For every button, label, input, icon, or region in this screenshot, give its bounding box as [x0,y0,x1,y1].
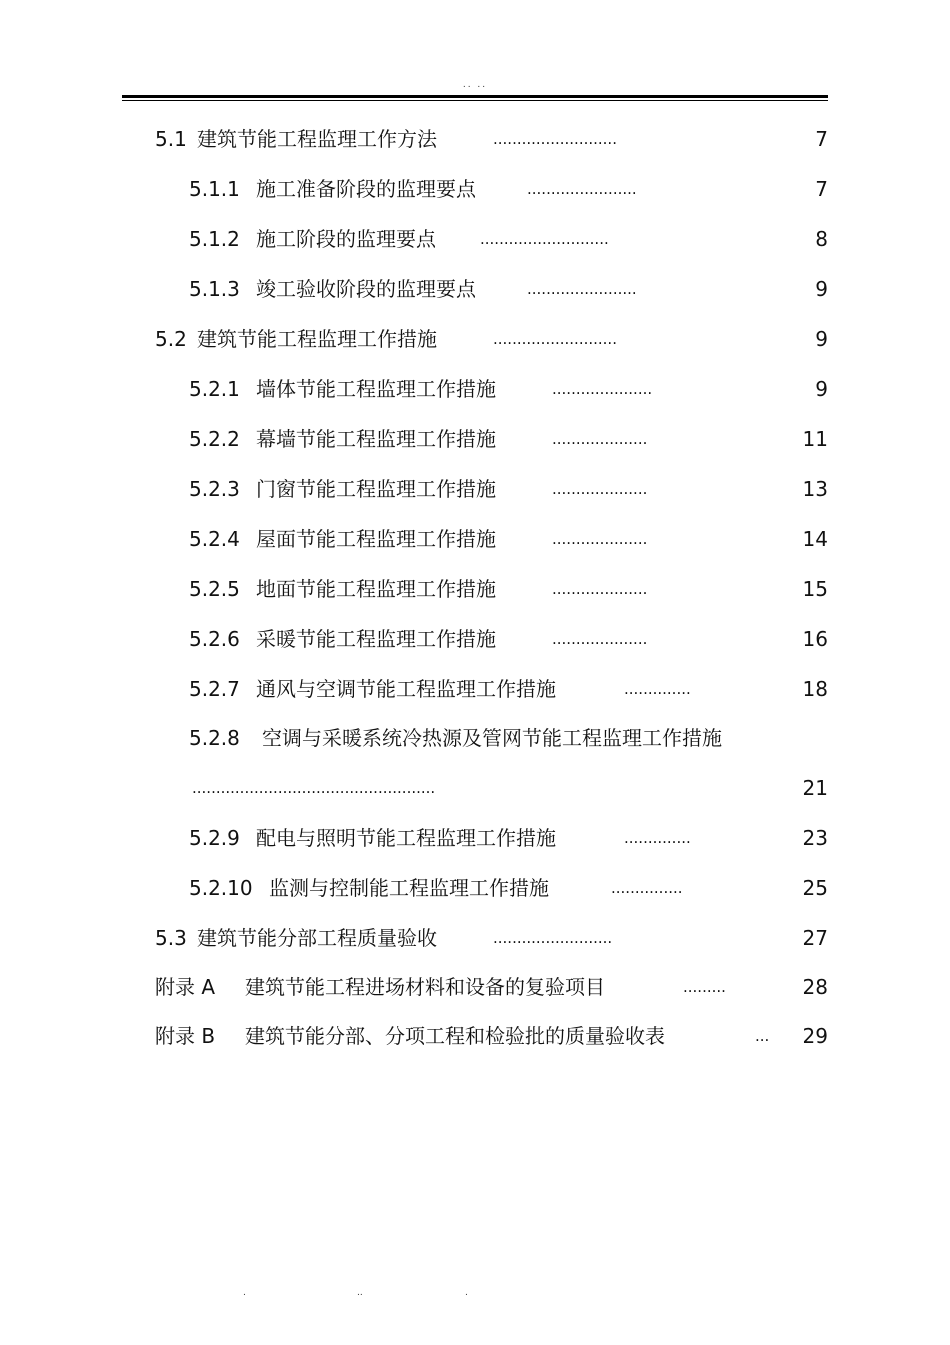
toc-page-number: 8 [815,227,828,251]
toc-page-number: 18 [802,677,828,701]
toc-entry-5-2-4[interactable] [0,524,950,554]
toc-page-number: 23 [802,826,828,850]
toc-entry-5-1-3[interactable] [0,274,950,304]
toc-entry-5-2-2[interactable] [0,424,950,454]
toc-leader-dots: ....................... [527,280,637,298]
toc-title: 配电与照明节能工程监理工作措施 [256,826,556,850]
toc-entry-5-1-1[interactable] [0,174,950,204]
toc-title: 建筑节能分部、分项工程和检验批的质量验收表 [245,1024,665,1048]
toc-leader-dots: ..................... [552,380,653,398]
toc-entry-5-2-7[interactable] [0,674,950,704]
toc-number: 5.2.1 [189,377,240,401]
toc-page-number: 28 [802,975,828,999]
toc-title: 门窗节能工程监理工作措施 [256,477,496,501]
toc-page-number: 21 [802,776,828,800]
toc-page-number: 15 [802,577,828,601]
toc-leader-dots: .............. [624,829,691,847]
toc-entry-5-2-9[interactable] [0,823,950,853]
toc-title: 施工阶段的监理要点 [256,227,436,251]
toc-entry-5-2-10[interactable] [0,873,950,903]
toc-number: 5.2.3 [189,477,240,501]
toc-leader-dots: .............. [624,680,691,698]
toc-title: 建筑节能工程监理工作措施 [197,327,437,351]
toc-page-number: 9 [815,277,828,301]
toc-leader-dots: ................................................... [192,779,436,797]
toc-leader-dots: .......................... [493,130,617,148]
toc-title: 墙体节能工程监理工作措施 [256,377,496,401]
toc-number: 5.3 [155,926,187,950]
toc-entry-5-1-2[interactable] [0,224,950,254]
toc-number: 附录 A [155,975,216,999]
toc-title: 采暖节能工程监理工作措施 [256,627,496,651]
toc-number: 5.2.5 [189,577,240,601]
header-rule-thin [122,100,828,101]
toc-number: 5.2.9 [189,826,240,850]
toc-number: 5.1 [155,127,187,151]
toc-number: 5.2.8 [189,726,240,750]
footer-mark: . [243,1288,246,1298]
toc-number: 5.2 [155,327,187,351]
header-marks: .. .. [462,80,488,90]
toc-number: 5.1.1 [189,177,240,201]
toc-number: 5.1.3 [189,277,240,301]
toc-entry-5-2-1[interactable] [0,374,950,404]
toc-leader-dots: ............... [611,879,683,897]
toc-number: 5.2.4 [189,527,240,551]
toc-leader-dots: ........................... [480,230,609,248]
toc-page-number: 7 [815,127,828,151]
toc-title: 空调与采暖系统冷热源及管网节能工程监理工作措施 [262,726,722,750]
toc-title: 建筑节能工程进场材料和设备的复验项目 [245,975,605,999]
toc-entry-5-1[interactable] [0,124,950,154]
toc-title: 通风与空调节能工程监理工作措施 [256,677,556,701]
footer-mark: . [465,1288,468,1298]
toc-leader-dots: .................... [552,530,648,548]
toc-leader-dots: .................... [552,480,648,498]
toc-title: 施工准备阶段的监理要点 [256,177,476,201]
toc-leader-dots: ......................... [493,929,613,947]
toc-leader-dots: .................... [552,630,648,648]
toc-page-number: 25 [802,876,828,900]
toc-leader-dots: ....................... [527,180,637,198]
toc-title: 监测与控制能工程监理工作措施 [269,876,549,900]
toc-leader-dots: ......... [683,978,726,996]
toc-page-number: 16 [802,627,828,651]
toc-entry-5-3[interactable] [0,923,950,953]
toc-page-number: 29 [802,1024,828,1048]
toc-entry-appendix-a[interactable] [0,972,950,1002]
toc-entry-5-2-5[interactable] [0,574,950,604]
footer-mark: .. [357,1288,363,1298]
toc-entry-5-2-8[interactable] [0,723,950,753]
toc-number: 附录 B [155,1024,216,1048]
toc-leader-dots: .................... [552,580,648,598]
toc-title: 幕墙节能工程监理工作措施 [256,427,496,451]
toc-number: 5.2.6 [189,627,240,651]
toc-entry-5-2-8-continued[interactable] [0,773,950,803]
toc-number: 5.2.2 [189,427,240,451]
toc-entry-5-2[interactable] [0,324,950,354]
toc-title: 地面节能工程监理工作措施 [256,577,496,601]
header-rule-thick [122,95,828,98]
toc-page-number: 11 [802,427,828,451]
toc-leader-dots: ... [755,1027,770,1045]
toc-number: 5.1.2 [189,227,240,251]
toc-title: 建筑节能分部工程质量验收 [197,926,437,950]
toc-page-number: 27 [802,926,828,950]
toc-entry-appendix-b[interactable] [0,1021,950,1051]
toc-leader-dots: .......................... [493,330,617,348]
toc-title: 竣工验收阶段的监理要点 [256,277,476,301]
toc-entry-5-2-3[interactable] [0,474,950,504]
toc-entry-5-2-6[interactable] [0,624,950,654]
toc-page-number: 9 [815,377,828,401]
toc-title: 屋面节能工程监理工作措施 [256,527,496,551]
toc-page-number: 14 [802,527,828,551]
toc-number: 5.2.7 [189,677,240,701]
toc-leader-dots: .................... [552,430,648,448]
toc-page-number: 7 [815,177,828,201]
toc-page-number: 9 [815,327,828,351]
toc-page-number: 13 [802,477,828,501]
toc-number: 5.2.10 [189,876,253,900]
toc-title: 建筑节能工程监理工作方法 [197,127,437,151]
